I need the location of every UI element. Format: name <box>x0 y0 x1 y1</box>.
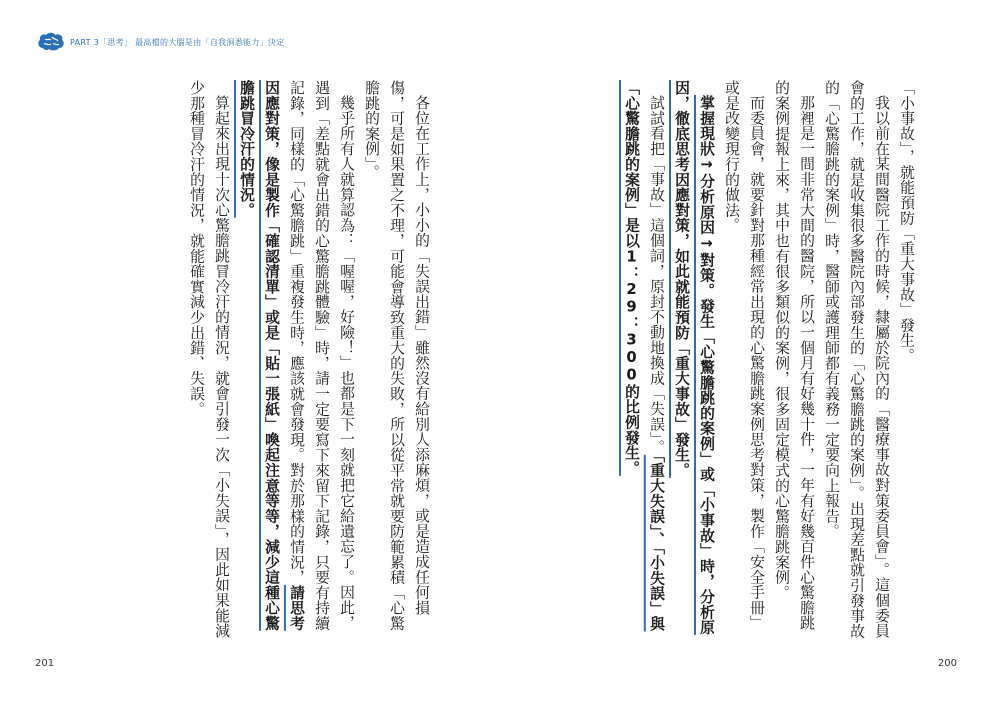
highlight-paragraph: 掌握現狀→分析原因→對策。發生「心驚膽跳的案例」或「小事故」時，分析原因，徹底思考因應對策，如此就能預防「重大事故」發生。 <box>673 80 715 635</box>
page-number-right: 200 <box>937 658 957 669</box>
paragraph: 我以前在某間醫院工作的時候，隸屬於院內的「醫療事故對策委員會」。這個委員會的工作，就是收集很多醫院內部發生的「心驚膽跳的案例」。出現差點就引發事故的「心驚膽跳的案例」時，醫師或護理師都有義務一定要向上報告。 <box>823 80 890 639</box>
paragraph-text: 試試看把「事故」這個詞，原封不動地換成「失誤」。 <box>648 94 665 455</box>
paragraph: 而委員會，就要針對那種經常出現的心驚膽跳案例思考對策，製作「安全手冊」或是改變現行的做法。 <box>723 80 765 631</box>
highlight-text: 「重大失誤」、「小失誤」與「心驚膽跳的案例」是以1：29：300的比例發生。 <box>623 80 665 632</box>
paragraph <box>234 80 359 640</box>
paragraph: 「小事故」，就能預防「重大事故」發生。 <box>898 80 915 364</box>
left-page-body <box>79 80 434 640</box>
paragraph: 那裡是一間非常大間的醫院，所以一個月有好幾十件，一年有好幾百件心驚膽跳的案例提報上來，其中也有很多類似的案例，很多固定模式的心驚膽跳案例。 <box>773 80 815 631</box>
paragraph: 算起來出現十次心驚膽跳冒冷汗的情況，就會引發一次「小失誤」，因此如果能減少那種冒冷汗的情況，就能確實減少出錯、失誤。 <box>188 80 230 639</box>
highlight-text: 請思考因應對策，像是製作「確認清單」或是「貼一張紙」喚起注意等等，減少這種心驚膽跳冒冷汗的情況。 <box>238 80 305 631</box>
page-header <box>36 30 285 54</box>
paragraph <box>619 80 669 640</box>
brain-icon <box>36 31 66 53</box>
paragraph-text: 幾乎所有人就算認為：「喔喔，好險！」也都是下一刻就把它給遺忘了。因此，遇到「差點就會出錯的心驚膽跳體驗」時，請一定要寫下來留下記錄，只要有持續記錄，同樣的「心驚膽跳」重複發生時，應該就會發現。對於那樣的情況， <box>288 80 355 631</box>
paragraph: 各位在工作上，小小的「失誤出錯」雖然沒有給別人添麻煩，或是造成任何損傷，可是如果置之不理，可能會導致重大的失敗，所以從平常就要防範累積「心驚膽跳的案例」。 <box>363 80 430 631</box>
right-page-body <box>589 80 919 640</box>
running-header-title: PART 3「思考」 最高檔的大腦是由「自我洞悉能力」決定 <box>70 37 285 47</box>
page-number-left: 201 <box>35 658 55 669</box>
